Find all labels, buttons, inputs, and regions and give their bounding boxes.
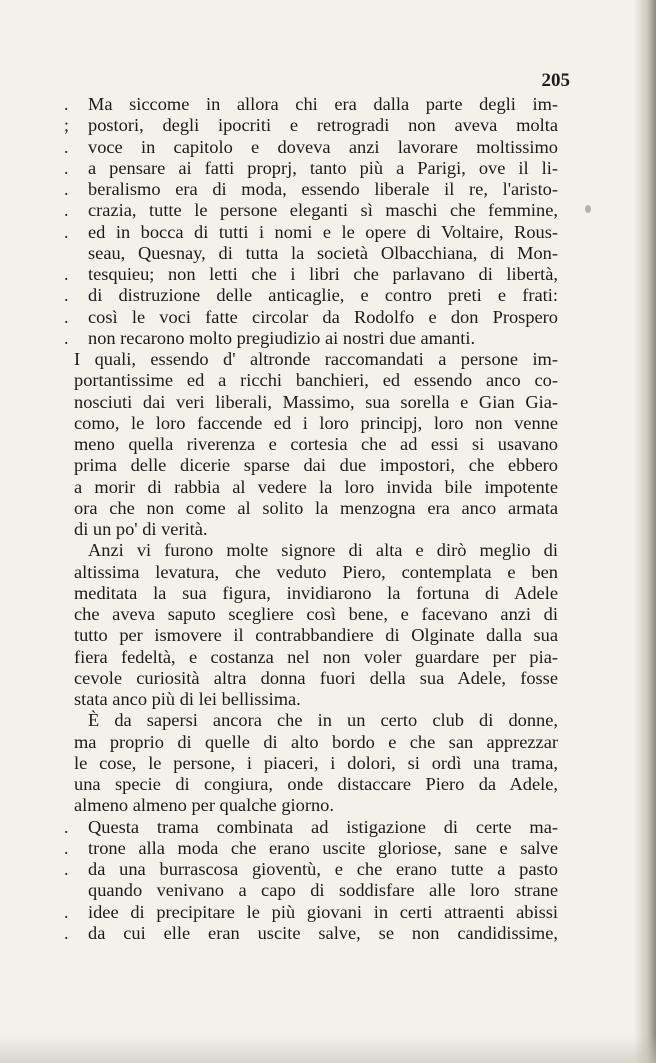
text-line-content: cevole curiosità altra donna fuori della sua Adele, fosse — [74, 667, 558, 688]
margin-mark: . — [64, 179, 69, 199]
text-line-content: quando venivano a capo di soddisfare alle loro strane — [88, 880, 558, 901]
text-line — [64, 859, 558, 880]
margin-mark: . — [64, 221, 69, 242]
margin-mark: . — [64, 136, 69, 157]
text-line-content: da una burrascosa gioventù, e che erano tutte a pasto — [88, 859, 558, 879]
margin-mark: . — [64, 285, 69, 306]
text-line-content: ma proprio di quelle di alto bordo e che san apprezzar — [74, 731, 558, 752]
text-line — [64, 179, 558, 200]
text-line — [74, 732, 558, 753]
margin-mark: . — [64, 157, 69, 178]
text-line — [74, 477, 558, 498]
margin-mark: . — [64, 306, 69, 327]
text-line-content: di un po' di verità. — [74, 519, 208, 539]
text-line-content: I quali, essendo d' altronde raccomandati a persone im- — [74, 349, 558, 369]
text-line-content: postori, degli ipocriti e retrogradi non aveva molta — [88, 115, 558, 136]
text-line-content: prima delle dicerie sparse dai due impostori, che ebbero — [74, 455, 558, 476]
text-line — [74, 370, 558, 391]
text-line — [64, 221, 558, 243]
text-line-content: stata anco più di lei bellissima. — [74, 689, 301, 709]
text-line-content: le cose, le persone, i piaceri, i dolori, si ordì una trama, — [74, 752, 558, 773]
text-line-content: così le voci fatte circolar da Rodolfo e don Prospero — [88, 306, 558, 327]
margin-mark: . — [64, 94, 69, 114]
text-line-content: como, le loro faccende ed i loro principj, loro non venne — [74, 412, 558, 433]
text-line — [64, 264, 558, 285]
margin-mark: . — [64, 922, 69, 943]
text-line-content: ora che non come al solito la menzogna era anco armata — [74, 497, 558, 518]
text-line — [64, 922, 558, 944]
text-line — [64, 327, 558, 349]
text-line-content: ed in bocca di tutti i nomi e le opere di Voltaire, Rous- — [88, 221, 558, 242]
text-line — [74, 689, 558, 710]
text-line — [74, 774, 558, 795]
text-line-content: Questa trama combinata ad istigazione di certe ma- — [88, 816, 558, 837]
text-line — [88, 243, 558, 264]
text-line — [74, 753, 558, 774]
text-line-content: non recarono molto pregiudizio ai nostri due amanti. — [88, 327, 476, 348]
text-line — [74, 795, 558, 816]
text-line — [74, 625, 558, 646]
text-line-content: idee di precipitare le più giovani in certi attraenti abissi — [88, 901, 558, 922]
text-line-content: meditata la sua figura, invidiarono la fortuna di Adele — [74, 582, 558, 603]
text-line-content: beralismo era di moda, essendo liberale il re, l'aristo- — [88, 179, 558, 199]
text-line — [74, 349, 558, 370]
text-line — [64, 816, 558, 838]
text-line-content: seau, Quesnay, di tutta la società Olbacchiana, di Mon- — [88, 242, 558, 263]
text-line — [74, 710, 558, 731]
text-line-content: che aveva saputo scegliere così bene, e facevano anzi di — [74, 604, 558, 624]
text-line — [64, 115, 558, 136]
margin-mark: . — [64, 859, 69, 879]
page-bottom-shadow — [0, 1035, 656, 1063]
margin-mark: . — [64, 264, 69, 284]
paper-blemish — [585, 205, 591, 213]
text-line-content: trone alla moda che erano uscite gloriose, sane e salve — [88, 837, 558, 858]
text-line-content: crazia, tutte le persone eleganti sì maschi che femmine, — [88, 200, 558, 221]
text-line-content: almeno almeno per qualche giorno. — [74, 795, 334, 816]
margin-mark: . — [64, 816, 69, 837]
text-line-content: È da sapersi ancora che in un certo club di donne, — [88, 710, 558, 731]
text-line — [74, 647, 558, 668]
text-line-content: da cui elle eran uscite salve, se non candidissime, — [88, 922, 558, 943]
text-line — [64, 94, 558, 115]
text-line — [74, 562, 558, 583]
text-line — [74, 498, 558, 519]
page-number: 205 — [541, 70, 570, 91]
text-line — [88, 880, 558, 901]
text-line — [74, 668, 558, 689]
text-line — [74, 434, 558, 455]
margin-mark: . — [64, 327, 69, 348]
text-line-content: Ma siccome in allora chi era dalla parte degli im- — [88, 94, 558, 114]
text-line — [64, 306, 558, 328]
text-line — [64, 285, 558, 306]
text-line-content: Anzi vi furono molte signore di alta e dirò meglio di — [88, 540, 558, 561]
text-line-content: di distruzione delle anticaglie, e contro preti e frati: — [88, 285, 558, 306]
text-line-content: a morir di rabbia al vedere la loro invida bile impotente — [74, 476, 558, 497]
margin-mark: ; — [64, 115, 70, 136]
text-line-content: nosciuti dai veri liberali, Massimo, sua sorella e Gian Gia- — [74, 391, 558, 412]
margin-mark: . — [64, 837, 69, 858]
text-line — [64, 136, 558, 158]
text-line — [74, 604, 558, 625]
text-line — [64, 200, 558, 221]
text-line — [74, 455, 558, 476]
text-line-content: tesquieu; non letti che i libri che parlavano di libertà, — [88, 264, 558, 284]
text-line-content: altissima levatura, che veduto Piero, contemplata e ben — [74, 561, 558, 582]
text-line-content: a pensare ai fatti proprj, tanto più a Parigi, ove il li- — [88, 157, 558, 178]
text-line — [74, 392, 558, 413]
text-line — [74, 583, 558, 604]
body-text — [64, 94, 558, 944]
text-line-content: fiera fedeltà, e costanza nel non voler guardare per pia- — [74, 646, 558, 667]
text-line — [64, 157, 558, 179]
text-line — [74, 540, 558, 561]
margin-mark: . — [64, 200, 69, 221]
page-edge-shadow — [634, 0, 656, 1063]
text-line — [74, 519, 558, 540]
text-line — [64, 837, 558, 859]
text-line-content: una specie di congiura, onde distaccare Piero da Adele, — [74, 774, 558, 794]
margin-mark: . — [64, 901, 69, 922]
text-line — [74, 413, 558, 434]
text-line-content: meno quella riverenza e cortesia che ad essi si usavano — [74, 434, 558, 454]
text-line-content: voce in capitolo e doveva anzi lavorare moltissimo — [88, 136, 558, 157]
text-line-content: tutto per ismovere il contrabbandiere di Olginate dalla sua — [74, 625, 558, 646]
text-line — [64, 901, 558, 923]
text-line-content: portantissime ed a ricchi banchieri, ed essendo anco co- — [74, 370, 558, 391]
